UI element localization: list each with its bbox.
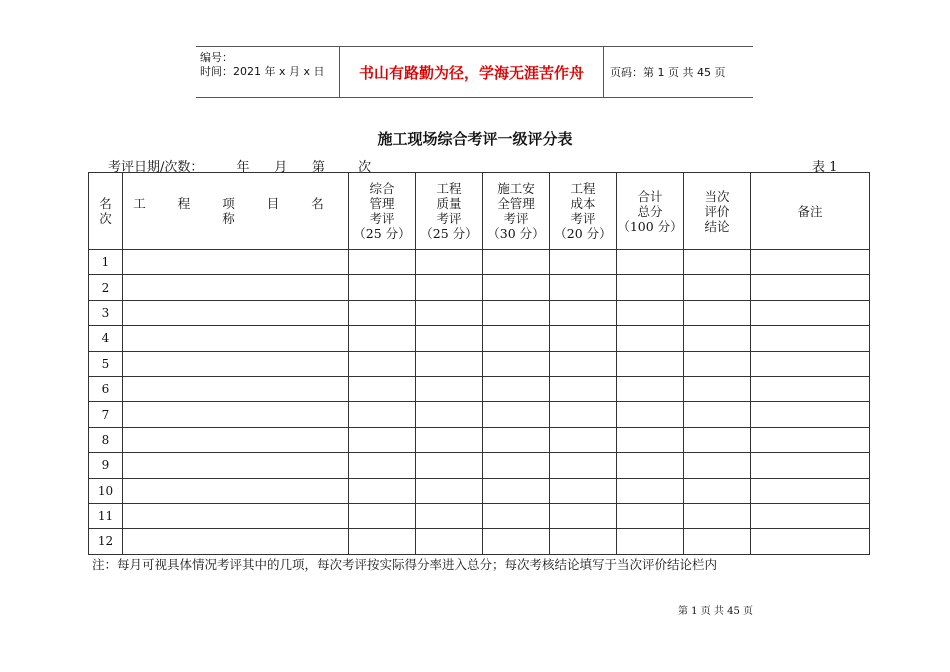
- row-number: 8: [89, 427, 123, 452]
- table-cell[interactable]: [751, 529, 870, 554]
- table-row: [89, 376, 870, 401]
- row-number: 5: [89, 351, 123, 376]
- table-cell[interactable]: [416, 529, 483, 554]
- table-row: [89, 427, 870, 452]
- table-row: [89, 300, 870, 325]
- table-cell[interactable]: [483, 300, 550, 325]
- table-cell[interactable]: [550, 402, 617, 427]
- table-cell[interactable]: [617, 478, 684, 503]
- col-total-score: 合计 总分 （100 分）: [617, 173, 684, 250]
- table-cell[interactable]: [617, 453, 684, 478]
- table-cell[interactable]: [349, 503, 416, 528]
- row-number: 1: [89, 250, 123, 275]
- table-cell[interactable]: [751, 503, 870, 528]
- row-number: 10: [89, 478, 123, 503]
- table-header: [89, 173, 870, 250]
- table-cell[interactable]: [483, 427, 550, 452]
- table-cell[interactable]: [617, 402, 684, 427]
- table-cell[interactable]: [349, 300, 416, 325]
- table-cell[interactable]: [550, 427, 617, 452]
- table-cell[interactable]: [684, 326, 751, 351]
- table-cell[interactable]: [123, 503, 349, 528]
- table-cell[interactable]: [123, 427, 349, 452]
- col-quality-score: 工程 质量 考评 （25 分）: [416, 173, 483, 250]
- table-cell[interactable]: [751, 376, 870, 401]
- table-note: 注：每月可视具体情况考评其中的几项，每次考评按实际得分率进入总分；每次考核结论填写于当次评价结论栏内: [92, 557, 718, 572]
- table-cell[interactable]: [483, 275, 550, 300]
- table-cell[interactable]: [617, 250, 684, 275]
- table-cell[interactable]: [751, 326, 870, 351]
- table-cell[interactable]: [751, 250, 870, 275]
- row-number: 3: [89, 300, 123, 325]
- table-row: [89, 351, 870, 376]
- table-cell[interactable]: [123, 275, 349, 300]
- table-cell[interactable]: [416, 402, 483, 427]
- table-row: [89, 478, 870, 503]
- table-cell[interactable]: [483, 453, 550, 478]
- table-cell[interactable]: [684, 478, 751, 503]
- table-cell[interactable]: [416, 351, 483, 376]
- table-cell[interactable]: [349, 453, 416, 478]
- table-cell[interactable]: [349, 351, 416, 376]
- table-cell[interactable]: [684, 427, 751, 452]
- table-cell[interactable]: [684, 275, 751, 300]
- table-cell[interactable]: [617, 427, 684, 452]
- row-number: 6: [89, 376, 123, 401]
- scoring-table: [88, 172, 870, 555]
- table-cell[interactable]: [684, 503, 751, 528]
- table-cell[interactable]: [617, 275, 684, 300]
- table-cell[interactable]: [349, 402, 416, 427]
- row-number: 2: [89, 275, 123, 300]
- table-cell[interactable]: [751, 351, 870, 376]
- table-cell[interactable]: [684, 376, 751, 401]
- table-cell[interactable]: [684, 402, 751, 427]
- table-cell[interactable]: [617, 503, 684, 528]
- table-cell[interactable]: [123, 250, 349, 275]
- row-number: 7: [89, 402, 123, 427]
- table-row: [89, 326, 870, 351]
- table-cell[interactable]: [550, 300, 617, 325]
- table-row: [89, 529, 870, 554]
- table-cell[interactable]: [123, 402, 349, 427]
- table-cell[interactable]: [684, 453, 751, 478]
- row-number: 9: [89, 453, 123, 478]
- table-cell[interactable]: [550, 326, 617, 351]
- table-row: [89, 453, 870, 478]
- table-cell[interactable]: [751, 275, 870, 300]
- evaluation-date-line: 考评日期/次数： 年 月 第 次: [108, 160, 372, 175]
- table-cell[interactable]: [751, 478, 870, 503]
- table-cell[interactable]: [123, 351, 349, 376]
- table-cell[interactable]: [349, 326, 416, 351]
- table-cell[interactable]: [349, 427, 416, 452]
- table-cell[interactable]: [684, 529, 751, 554]
- table-cell[interactable]: [550, 351, 617, 376]
- table-cell[interactable]: [550, 453, 617, 478]
- table-cell[interactable]: [416, 478, 483, 503]
- table-cell[interactable]: [684, 250, 751, 275]
- page-footer: 第 1 页 共 45 页: [678, 606, 753, 617]
- col-rank: 名 次: [89, 173, 123, 250]
- table-cell[interactable]: [123, 326, 349, 351]
- row-number: 11: [89, 503, 123, 528]
- table-cell[interactable]: [617, 376, 684, 401]
- table-cell[interactable]: [483, 478, 550, 503]
- table-cell[interactable]: [483, 529, 550, 554]
- table-cell[interactable]: [550, 275, 617, 300]
- col-conclusion: 当次 评价 结论: [684, 173, 751, 250]
- table-cell[interactable]: [123, 376, 349, 401]
- col-management-score: 综合 管理 考评 （25 分）: [349, 173, 416, 250]
- table-cell[interactable]: [617, 326, 684, 351]
- table-cell[interactable]: [483, 503, 550, 528]
- table-cell[interactable]: [349, 376, 416, 401]
- table-cell[interactable]: [684, 300, 751, 325]
- table-cell[interactable]: [483, 326, 550, 351]
- header-motto: 书山有路勤为径，学海无涯苦作舟: [339, 47, 604, 97]
- table-cell[interactable]: [550, 376, 617, 401]
- row-number: 12: [89, 529, 123, 554]
- table-cell[interactable]: [416, 250, 483, 275]
- table-cell[interactable]: [751, 427, 870, 452]
- table-cell[interactable]: [550, 503, 617, 528]
- table-cell[interactable]: [751, 402, 870, 427]
- table-cell[interactable]: [617, 529, 684, 554]
- table-cell[interactable]: [483, 376, 550, 401]
- table-row: [89, 402, 870, 427]
- table-cell[interactable]: [123, 478, 349, 503]
- col-project-name: 工 程 项 目 名 称: [123, 173, 349, 250]
- page-header: [196, 46, 753, 98]
- col-cost-score: 工程 成本 考评 （20 分）: [550, 173, 617, 250]
- table-cell[interactable]: [550, 478, 617, 503]
- time-label: 时间：2021 年 x 月 x 日: [200, 65, 325, 78]
- table-cell[interactable]: [416, 427, 483, 452]
- header-left-cell: [196, 47, 339, 97]
- table-cell[interactable]: [349, 250, 416, 275]
- row-number: 4: [89, 326, 123, 351]
- table-cell[interactable]: [550, 250, 617, 275]
- table-row: [89, 250, 870, 275]
- col-remarks: 备注: [751, 173, 870, 250]
- table-cell[interactable]: [483, 351, 550, 376]
- table-number: 表 1: [812, 160, 838, 175]
- table-cell[interactable]: [123, 300, 349, 325]
- table-body: [89, 250, 870, 555]
- table-cell[interactable]: [123, 529, 349, 554]
- table-cell[interactable]: [416, 453, 483, 478]
- col-safety-score: 施工安 全管理 考评 （30 分）: [483, 173, 550, 250]
- table-cell[interactable]: [751, 453, 870, 478]
- serial-label: 编号：: [200, 51, 233, 64]
- table-cell[interactable]: [550, 529, 617, 554]
- table-row: [89, 503, 870, 528]
- table-cell[interactable]: [349, 529, 416, 554]
- table-cell[interactable]: [617, 351, 684, 376]
- table-cell[interactable]: [684, 351, 751, 376]
- document-title: 施工现场综合考评一级评分表: [377, 130, 573, 148]
- table-cell[interactable]: [483, 250, 550, 275]
- table-cell[interactable]: [416, 326, 483, 351]
- table-cell[interactable]: [123, 453, 349, 478]
- table-cell[interactable]: [416, 300, 483, 325]
- table-cell[interactable]: [617, 300, 684, 325]
- table-cell[interactable]: [349, 478, 416, 503]
- table-cell[interactable]: [416, 376, 483, 401]
- table-cell[interactable]: [416, 275, 483, 300]
- header-page-info: 页码：第 1 页 共 45 页: [610, 66, 726, 79]
- table-cell[interactable]: [751, 300, 870, 325]
- table-row: [89, 275, 870, 300]
- table-cell[interactable]: [483, 402, 550, 427]
- table-cell[interactable]: [416, 503, 483, 528]
- table-cell[interactable]: [349, 275, 416, 300]
